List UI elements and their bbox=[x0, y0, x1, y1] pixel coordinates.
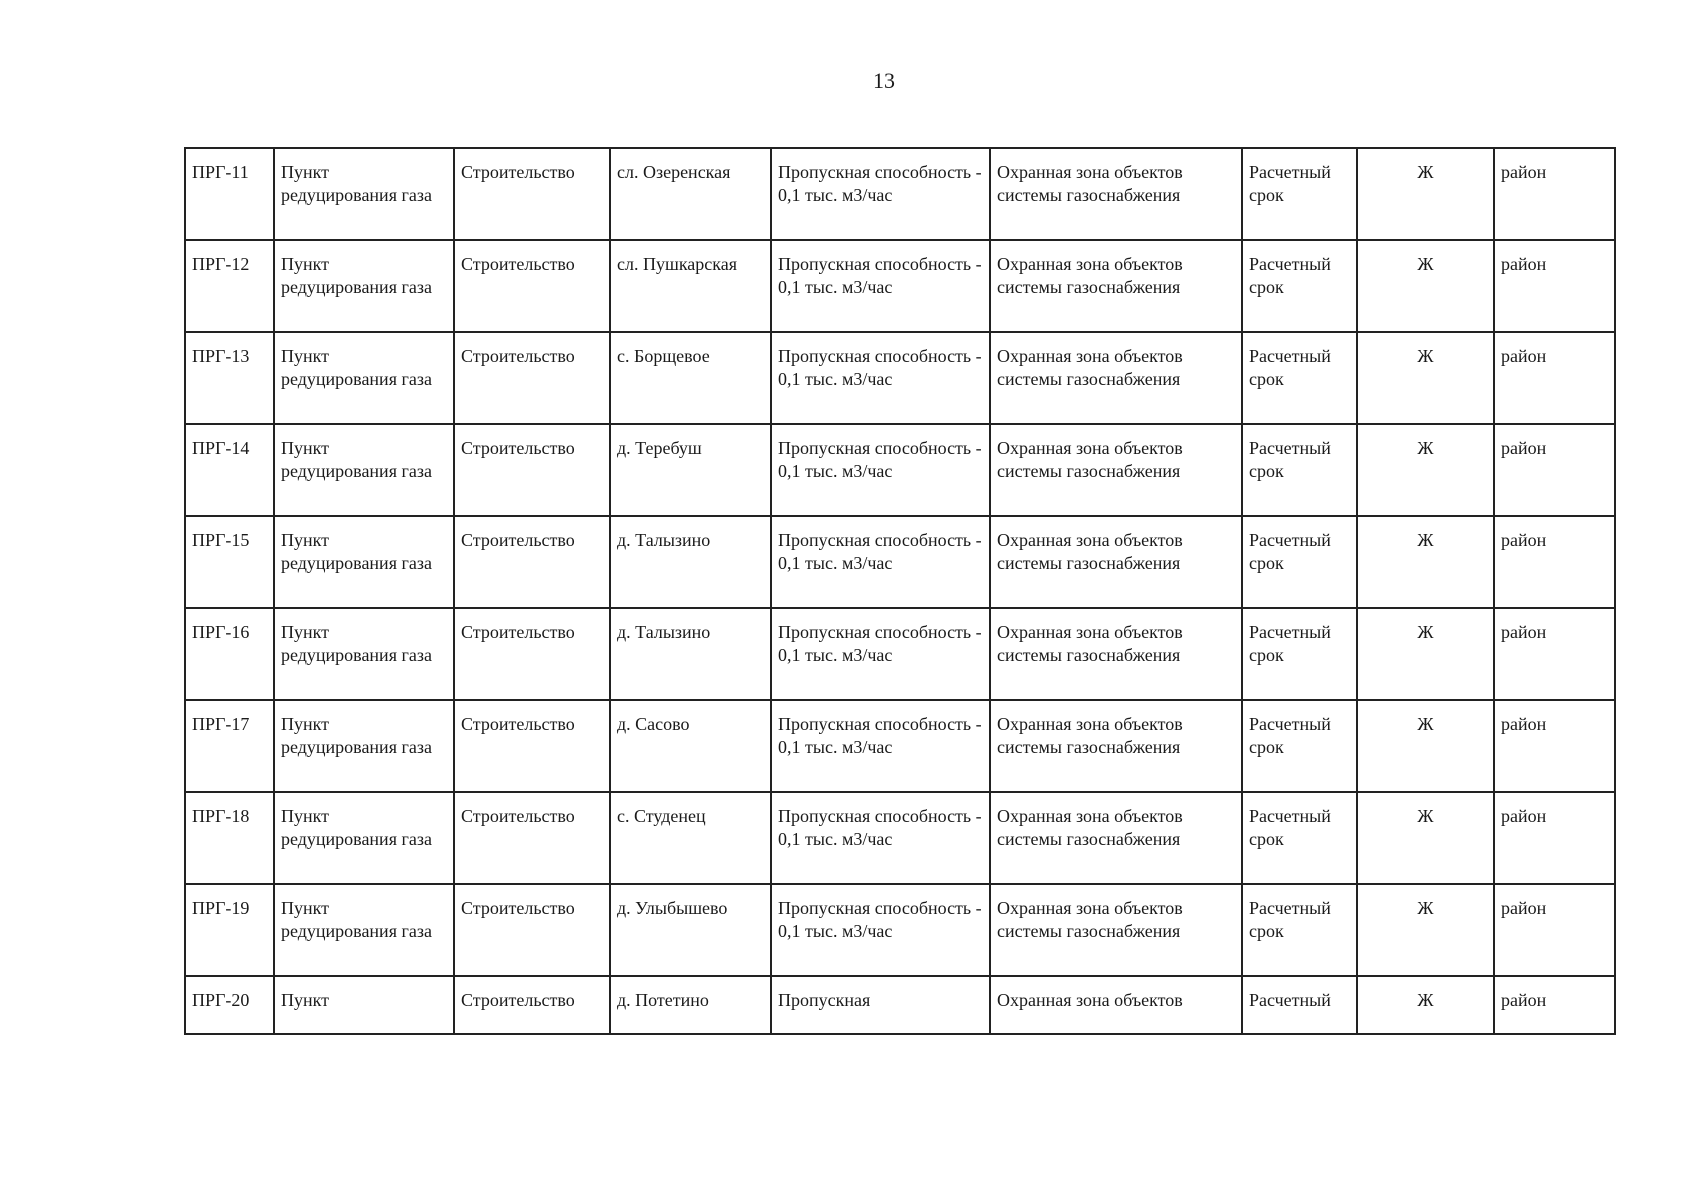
cell-code: ПРГ-15 bbox=[185, 516, 274, 608]
cell-object: Пункт редуцирования газа bbox=[274, 424, 454, 516]
cell-location: д. Теребуш bbox=[610, 424, 771, 516]
cell-flag: Ж bbox=[1357, 608, 1494, 700]
cell-zone: Охранная зона объектов системы газоснабжения bbox=[990, 516, 1242, 608]
cell-term: Расчетный срок bbox=[1242, 240, 1357, 332]
cell-zone: Охранная зона объектов системы газоснабжения bbox=[990, 424, 1242, 516]
cell-capacity: Пропускная способность - 0,1 тыс. м3/час bbox=[771, 516, 990, 608]
cell-location: сл. Озеренская bbox=[610, 148, 771, 240]
facilities-table bbox=[184, 147, 1616, 1035]
cell-flag: Ж bbox=[1357, 424, 1494, 516]
cell-zone: Охранная зона объектов системы газоснабжения bbox=[990, 608, 1242, 700]
cell-code: ПРГ-12 bbox=[185, 240, 274, 332]
cell-action: Строительство bbox=[454, 332, 610, 424]
cell-level: район bbox=[1494, 792, 1615, 884]
cell-term: Расчетный срок bbox=[1242, 792, 1357, 884]
cell-object: Пункт редуцирования газа bbox=[274, 516, 454, 608]
cell-level: район bbox=[1494, 976, 1615, 1034]
cell-code: ПРГ-17 bbox=[185, 700, 274, 792]
cell-zone: Охранная зона объектов системы газоснабжения bbox=[990, 332, 1242, 424]
cell-term: Расчетный срок bbox=[1242, 516, 1357, 608]
cell-term: Расчетный срок bbox=[1242, 148, 1357, 240]
cell-action: Строительство bbox=[454, 700, 610, 792]
cell-term: Расчетный bbox=[1242, 976, 1357, 1034]
cell-term: Расчетный срок bbox=[1242, 332, 1357, 424]
cell-object: Пункт редуцирования газа bbox=[274, 240, 454, 332]
cell-action: Строительство bbox=[454, 240, 610, 332]
cell-capacity: Пропускная способность - 0,1 тыс. м3/час bbox=[771, 700, 990, 792]
cell-zone: Охранная зона объектов системы газоснабжения bbox=[990, 792, 1242, 884]
cell-flag: Ж bbox=[1357, 148, 1494, 240]
cell-zone: Охранная зона объектов системы газоснабжения bbox=[990, 884, 1242, 976]
cell-object: Пункт редуцирования газа bbox=[274, 608, 454, 700]
cell-action: Строительство bbox=[454, 424, 610, 516]
table-row bbox=[185, 976, 1615, 1034]
cell-object: Пункт bbox=[274, 976, 454, 1034]
cell-level: район bbox=[1494, 424, 1615, 516]
cell-object: Пункт редуцирования газа bbox=[274, 884, 454, 976]
cell-capacity: Пропускная bbox=[771, 976, 990, 1034]
cell-location: с. Студенец bbox=[610, 792, 771, 884]
cell-level: район bbox=[1494, 700, 1615, 792]
cell-zone: Охранная зона объектов системы газоснабжения bbox=[990, 700, 1242, 792]
cell-flag: Ж bbox=[1357, 240, 1494, 332]
cell-code: ПРГ-11 bbox=[185, 148, 274, 240]
cell-flag: Ж bbox=[1357, 976, 1494, 1034]
table-row bbox=[185, 332, 1615, 424]
cell-capacity: Пропускная способность - 0,1 тыс. м3/час bbox=[771, 240, 990, 332]
cell-code: ПРГ-18 bbox=[185, 792, 274, 884]
cell-level: район bbox=[1494, 240, 1615, 332]
cell-level: район bbox=[1494, 516, 1615, 608]
table-row bbox=[185, 792, 1615, 884]
cell-code: ПРГ-13 bbox=[185, 332, 274, 424]
cell-zone: Охранная зона объектов bbox=[990, 976, 1242, 1034]
cell-level: район bbox=[1494, 332, 1615, 424]
cell-zone: Охранная зона объектов системы газоснабжения bbox=[990, 148, 1242, 240]
cell-flag: Ж bbox=[1357, 332, 1494, 424]
cell-term: Расчетный срок bbox=[1242, 700, 1357, 792]
cell-object: Пункт редуцирования газа bbox=[274, 792, 454, 884]
table-row bbox=[185, 516, 1615, 608]
page-number: 13 bbox=[873, 68, 895, 93]
cell-zone: Охранная зона объектов системы газоснабжения bbox=[990, 240, 1242, 332]
cell-capacity: Пропускная способность - 0,1 тыс. м3/час bbox=[771, 148, 990, 240]
cell-object: Пункт редуцирования газа bbox=[274, 148, 454, 240]
cell-location: сл. Пушкарская bbox=[610, 240, 771, 332]
cell-flag: Ж bbox=[1357, 700, 1494, 792]
cell-term: Расчетный срок bbox=[1242, 884, 1357, 976]
table-row bbox=[185, 700, 1615, 792]
cell-code: ПРГ-19 bbox=[185, 884, 274, 976]
cell-capacity: Пропускная способность - 0,1 тыс. м3/час bbox=[771, 332, 990, 424]
table-row bbox=[185, 424, 1615, 516]
cell-code: ПРГ-16 bbox=[185, 608, 274, 700]
cell-level: район bbox=[1494, 608, 1615, 700]
cell-level: район bbox=[1494, 148, 1615, 240]
cell-action: Строительство bbox=[454, 792, 610, 884]
cell-code: ПРГ-20 bbox=[185, 976, 274, 1034]
cell-location: д. Улыбышево bbox=[610, 884, 771, 976]
cell-action: Строительство bbox=[454, 976, 610, 1034]
cell-location: с. Борщевое bbox=[610, 332, 771, 424]
cell-action: Строительство bbox=[454, 884, 610, 976]
cell-flag: Ж bbox=[1357, 792, 1494, 884]
cell-action: Строительство bbox=[454, 516, 610, 608]
cell-location: д. Талызино bbox=[610, 516, 771, 608]
cell-object: Пункт редуцирования газа bbox=[274, 700, 454, 792]
cell-location: д. Сасово bbox=[610, 700, 771, 792]
table-row bbox=[185, 884, 1615, 976]
cell-action: Строительство bbox=[454, 148, 610, 240]
cell-capacity: Пропускная способность - 0,1 тыс. м3/час bbox=[771, 608, 990, 700]
table-row bbox=[185, 240, 1615, 332]
cell-capacity: Пропускная способность - 0,1 тыс. м3/час bbox=[771, 884, 990, 976]
cell-capacity: Пропускная способность - 0,1 тыс. м3/час bbox=[771, 792, 990, 884]
cell-location: д. Потетино bbox=[610, 976, 771, 1034]
cell-flag: Ж bbox=[1357, 884, 1494, 976]
cell-action: Строительство bbox=[454, 608, 610, 700]
cell-object: Пункт редуцирования газа bbox=[274, 332, 454, 424]
table-row bbox=[185, 148, 1615, 240]
cell-term: Расчетный срок bbox=[1242, 608, 1357, 700]
cell-flag: Ж bbox=[1357, 516, 1494, 608]
table-row bbox=[185, 608, 1615, 700]
cell-term: Расчетный срок bbox=[1242, 424, 1357, 516]
cell-level: район bbox=[1494, 884, 1615, 976]
cell-location: д. Талызино bbox=[610, 608, 771, 700]
cell-code: ПРГ-14 bbox=[185, 424, 274, 516]
cell-capacity: Пропускная способность - 0,1 тыс. м3/час bbox=[771, 424, 990, 516]
